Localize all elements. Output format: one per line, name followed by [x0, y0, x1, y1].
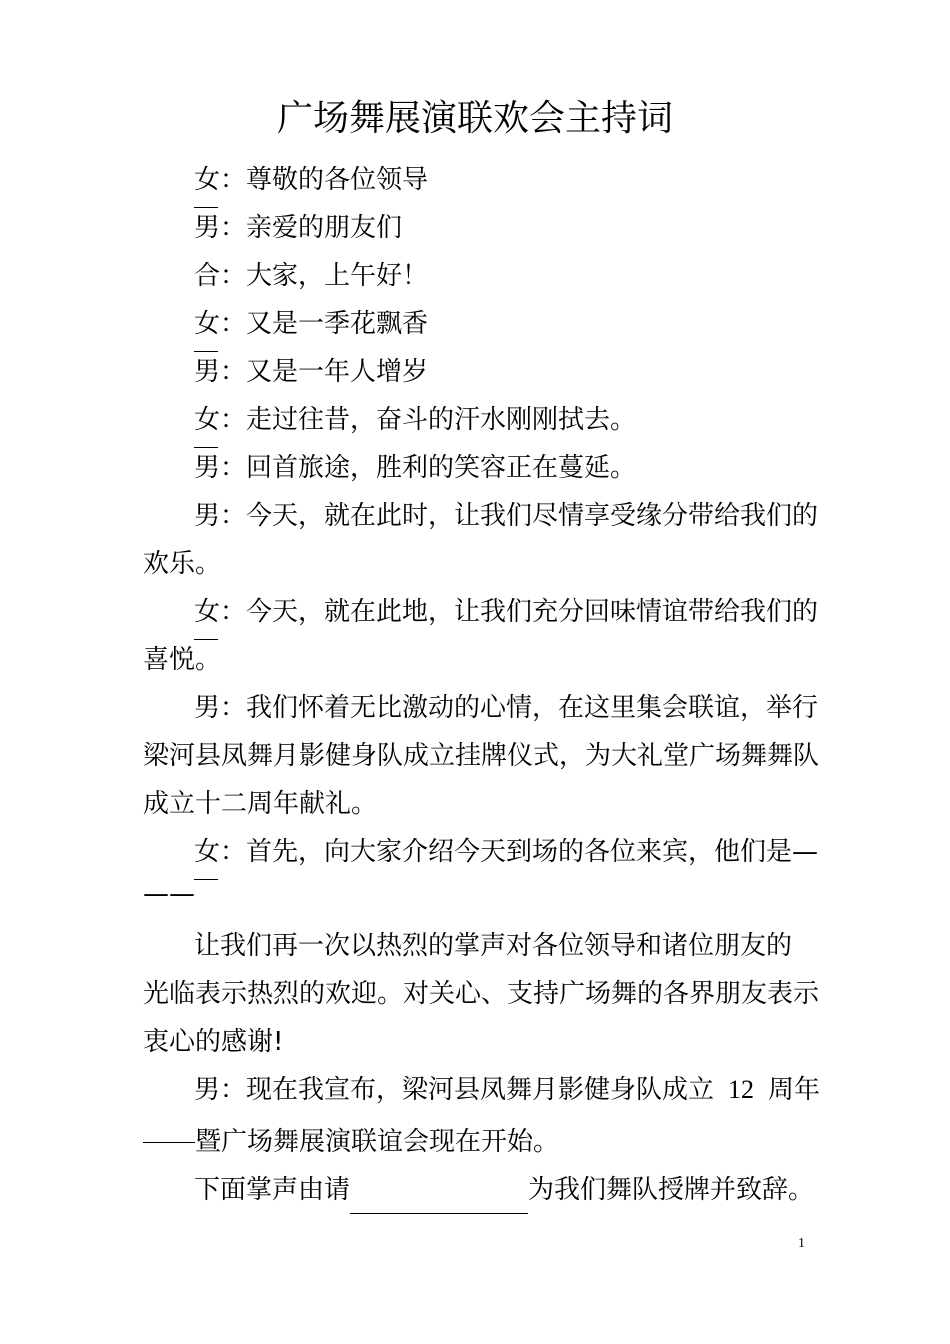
- script-line-continued: 欢乐。: [143, 549, 222, 579]
- script-line-continued: 梁河县凤舞月影健身队成立挂牌仪式，为大礼堂广场舞舞队: [143, 741, 820, 771]
- script-line-continued: 光临表示热烈的欢迎。对关心、支持广场舞的各界朋友表示: [143, 979, 820, 1009]
- script-line: 男：亲爱的朋友们: [194, 213, 403, 243]
- script-line-continued: 衷心的感谢!: [143, 1027, 284, 1057]
- line-text: 周年: [768, 1075, 821, 1105]
- script-line: 男：又是一年人增岁: [194, 357, 429, 387]
- script-line: [194, 834, 818, 870]
- script-line-continued: ——: [143, 879, 195, 909]
- name-blank: [350, 1185, 528, 1214]
- script-line: [194, 162, 428, 198]
- script-line: 让我们再一次以热烈的掌声对各位领导和诸位朋友的: [194, 931, 793, 961]
- script-line-continued: [143, 1124, 559, 1160]
- page-number: 1: [798, 1236, 805, 1251]
- script-line-continued: 成立十二周年献礼。: [143, 789, 378, 819]
- line-text: ：尊敬的各位领导: [220, 165, 429, 195]
- script-line: 合：大家，上午好！: [194, 261, 429, 291]
- script-line: 男：我们怀着无比激动的心情，在这里集会联谊，举行: [194, 693, 819, 723]
- script-line: [194, 306, 428, 342]
- line-text: 为我们舞队授牌并致辞。: [528, 1175, 815, 1205]
- script-line: 男：回首旅途，胜利的笑容正在蔓延。: [194, 453, 637, 483]
- line-text: 暨广场舞展演联谊会现在开始。: [195, 1127, 560, 1157]
- script-line: [194, 1172, 814, 1214]
- script-line: [194, 402, 636, 438]
- script-line: 男：今天，就在此时，让我们尽情享受缘分带给我们的: [194, 501, 819, 531]
- speaker-label: 女: [194, 162, 220, 198]
- speaker-label: 女: [194, 402, 220, 438]
- anniversary-number: 12: [728, 1075, 755, 1104]
- line-text: ：首先，向大家介绍今天到场的各位来宾，他们是—: [220, 837, 819, 867]
- line-text: 下面掌声由请: [194, 1175, 351, 1205]
- line-text: 男：现在我宣布，梁河县凤舞月影健身队成立: [194, 1075, 715, 1105]
- speaker-label: 女: [194, 594, 220, 630]
- dash-line: [143, 1142, 195, 1143]
- line-text: ：今天，就在此地，让我们充分回味情谊带给我们的: [220, 597, 819, 627]
- document-title: 广场舞展演联欢会主持词: [276, 98, 673, 139]
- script-line: [194, 1072, 820, 1108]
- script-line-continued: 喜悦。: [143, 645, 222, 675]
- speaker-label: 女: [194, 306, 220, 342]
- line-text: ：又是一季花飘香: [220, 309, 429, 339]
- speaker-label: 女: [194, 834, 220, 870]
- line-text: ：走过往昔，奋斗的汗水刚刚拭去。: [220, 405, 637, 435]
- script-line: [194, 594, 818, 630]
